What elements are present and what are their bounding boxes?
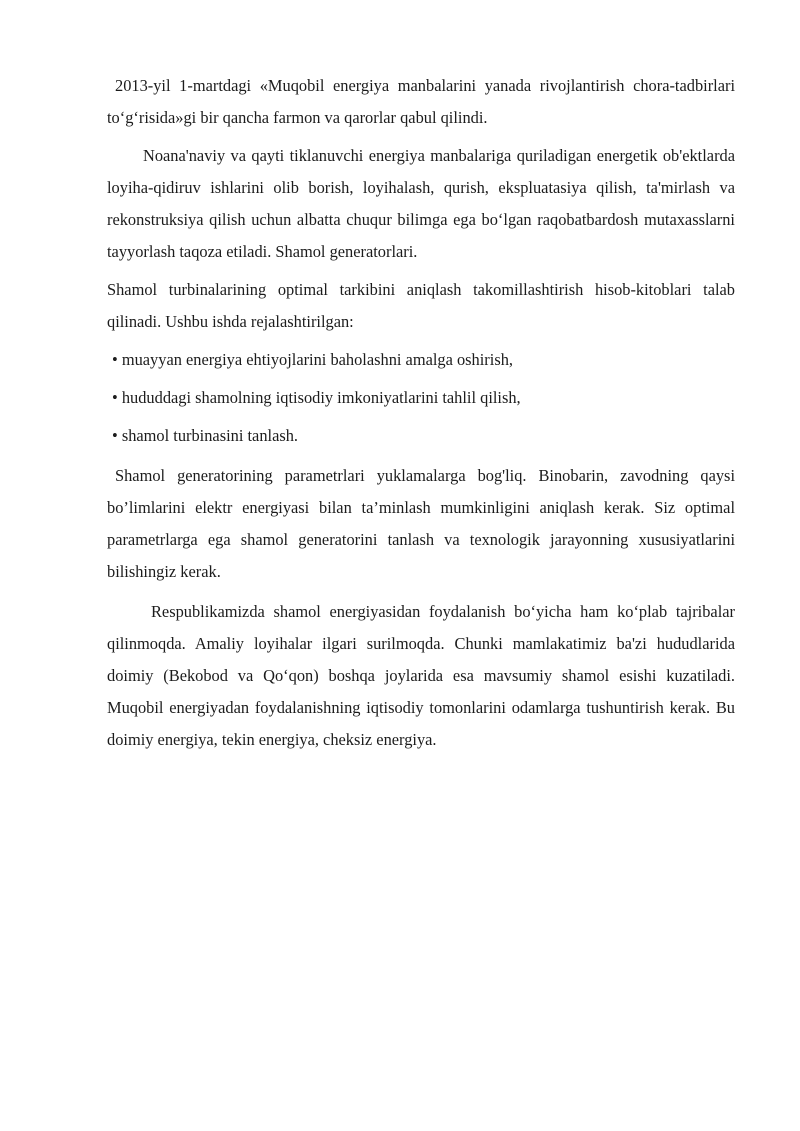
document-body (107, 70, 735, 756)
paragraph-decree: 2013-yil 1-martdagi «Muqobil energiya manbalarini yanada rivojlantirish chora-tadbirlari to‘g‘risida»gi bir qancha farmon va qarorlar qabul qilindi. (107, 76, 735, 127)
paragraph-generator-parameters: Shamol generatorining parametrlari yuklamalarga bog'liq. Binobarin, zavodning qaysi bo’limlarini elektr energiyasi bilan ta’minlash mumkinligini aniqlash kerak. Siz optimal parametrlarga ega shamol generatorini tanlash va texnologik jarayonning xususiyatlarini bilishingiz kerak. (107, 466, 735, 581)
bullet-item-wind-analysis: • hududdagi shamolning iqtisodiy imkoniyatlarini tahlil qilish, (112, 388, 521, 407)
bullet-item-energy-needs: • muayyan energiya ehtiyojlarini baholashni amalga oshirish, (112, 350, 513, 369)
paragraph-republic-wind-energy: Respublikamizda shamol energiyasidan foydalanish bo‘yicha ham ko‘plab tajribalar qilinmoqda. Amaliy loyihalar ilgari surilmoqda. Chunki mamlakatimiz ba'zi hududlarida doimiy (Bekobod va Qo‘qon) boshqa joylarida esa mavsumiy shamol esishi kuzatiladi. Muqobil energiyadan foydalanishning iqtisodiy tomonlarini odamlarga tushuntirish kerak. Bu doimiy energiya, tekin energiya, cheksiz energiya. (107, 602, 735, 749)
paragraph-turbine-calculations: Shamol turbinalarining optimal tarkibini aniqlash takomillashtirish hisob-kitoblari talab qilinadi. Ushbu ishda rejalashtirilgan: (107, 280, 735, 331)
bullet-item-turbine-selection: • shamol turbinasini tanlash. (112, 426, 299, 445)
paragraph-specialists: Noana'naviy va qayti tiklanuvchi energiya manbalariga quriladigan energetik ob'ektlarda loyiha-qidiruv ishlarini olib borish, loyihalash, qurish, ekspluatasiya qilish, ta'mirlash va rekonstruksiya qilish uchun albatta chuqur bilimga ega bo‘lgan raqobatbardosh mutaxasslarni tayyorlash taqoza etiladi. Shamol generatorlari. (107, 146, 735, 261)
